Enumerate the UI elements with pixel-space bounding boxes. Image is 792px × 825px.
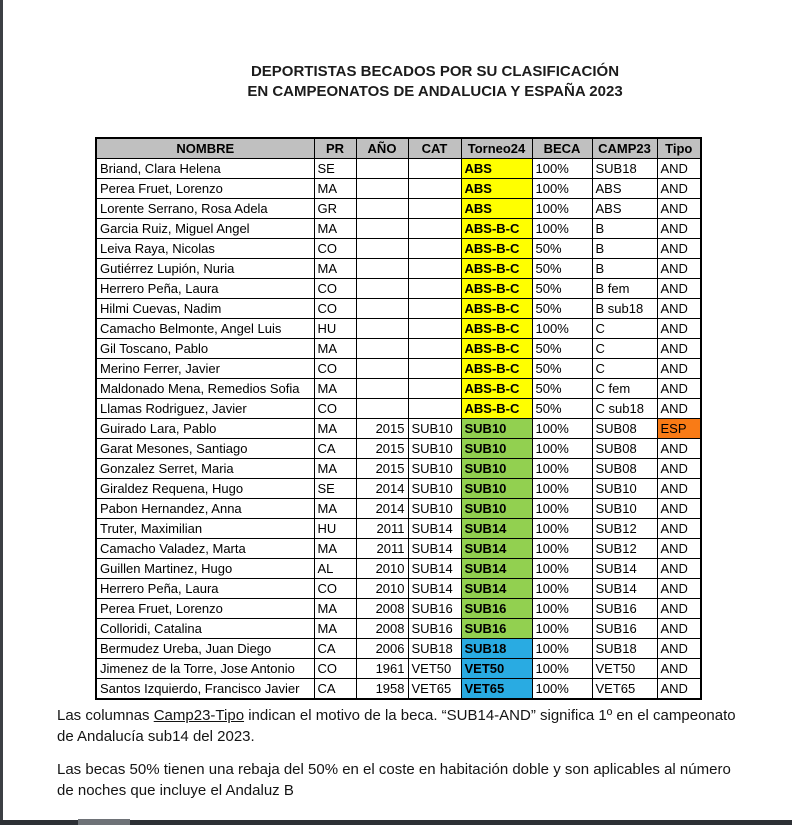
- cell-camp23: SUB16: [592, 619, 657, 639]
- cell-ano: 2008: [356, 599, 408, 619]
- cell-ano: [356, 159, 408, 179]
- cell-tipo: AND: [657, 279, 701, 299]
- cell-beca: 50%: [532, 279, 592, 299]
- cell-camp23: B fem: [592, 279, 657, 299]
- cell-cat: [408, 379, 461, 399]
- table-row: [96, 159, 701, 179]
- cell-nombre: Pabon Hernandez, Anna: [96, 499, 314, 519]
- cell-beca: 100%: [532, 419, 592, 439]
- cell-camp23: VET65: [592, 679, 657, 700]
- cell-torneo24: ABS-B-C: [461, 219, 532, 239]
- cell-nombre: Perea Fruet, Lorenzo: [96, 599, 314, 619]
- cell-ano: 1961: [356, 659, 408, 679]
- cell-pr: CO: [314, 359, 356, 379]
- cell-torneo24: SUB10: [461, 459, 532, 479]
- cell-tipo: AND: [657, 239, 701, 259]
- cell-pr: CA: [314, 639, 356, 659]
- note1-underlined-term: Camp23-Tipo: [153, 707, 245, 724]
- cell-ano: [356, 359, 408, 379]
- cell-beca: 50%: [532, 339, 592, 359]
- cell-pr: MA: [314, 379, 356, 399]
- cell-cat: SUB10: [408, 479, 461, 499]
- cell-nombre: Camacho Valadez, Marta: [96, 539, 314, 559]
- cell-pr: CO: [314, 659, 356, 679]
- cell-camp23: SUB12: [592, 519, 657, 539]
- cell-tipo: AND: [657, 199, 701, 219]
- cell-torneo24: SUB10: [461, 479, 532, 499]
- cell-tipo: AND: [657, 159, 701, 179]
- col-header-nombre: NOMBRE: [96, 138, 314, 159]
- cell-camp23: C: [592, 319, 657, 339]
- cell-beca: 100%: [532, 599, 592, 619]
- cell-pr: GR: [314, 199, 356, 219]
- cell-camp23: B: [592, 239, 657, 259]
- cell-nombre: Jimenez de la Torre, Jose Antonio: [96, 659, 314, 679]
- cell-tipo: AND: [657, 179, 701, 199]
- cell-ano: [356, 379, 408, 399]
- cell-torneo24: ABS-B-C: [461, 319, 532, 339]
- cell-cat: [408, 159, 461, 179]
- cell-pr: CA: [314, 439, 356, 459]
- cell-nombre: Leiva Raya, Nicolas: [96, 239, 314, 259]
- cell-torneo24: SUB16: [461, 599, 532, 619]
- cell-cat: SUB16: [408, 599, 461, 619]
- cell-torneo24: ABS-B-C: [461, 379, 532, 399]
- cell-torneo24: SUB14: [461, 559, 532, 579]
- cell-cat: SUB10: [408, 419, 461, 439]
- cell-beca: 100%: [532, 619, 592, 639]
- cell-beca: 50%: [532, 259, 592, 279]
- note-camp23-tipo: [57, 705, 749, 747]
- cell-camp23: C: [592, 359, 657, 379]
- table-row: [96, 619, 701, 639]
- cell-ano: 2011: [356, 519, 408, 539]
- cell-cat: [408, 259, 461, 279]
- table-row: [96, 419, 701, 439]
- cell-torneo24: SUB14: [461, 579, 532, 599]
- cell-tipo: AND: [657, 539, 701, 559]
- cell-ano: 2015: [356, 459, 408, 479]
- cell-camp23: SUB10: [592, 479, 657, 499]
- table-row: [96, 459, 701, 479]
- table-row: [96, 319, 701, 339]
- cell-beca: 100%: [532, 439, 592, 459]
- cell-beca: 100%: [532, 659, 592, 679]
- table-row: [96, 199, 701, 219]
- cell-beca: 100%: [532, 319, 592, 339]
- cell-cat: SUB14: [408, 579, 461, 599]
- cell-camp23: SUB18: [592, 639, 657, 659]
- cell-nombre: Santos Izquierdo, Francisco Javier: [96, 679, 314, 700]
- cell-cat: SUB10: [408, 499, 461, 519]
- cell-pr: CO: [314, 399, 356, 419]
- cell-nombre: Herrero Peña, Laura: [96, 279, 314, 299]
- cell-tipo: AND: [657, 299, 701, 319]
- cell-pr: MA: [314, 219, 356, 239]
- header-row: [96, 138, 701, 159]
- cell-cat: [408, 339, 461, 359]
- cell-torneo24: SUB18: [461, 639, 532, 659]
- note-becas-50: Las becas 50% tienen una rebaja del 50% en el coste en habitación doble y son aplicables al número de noches que incluye el Andaluz B: [57, 761, 731, 799]
- cell-beca: 50%: [532, 239, 592, 259]
- cell-nombre: Gutiérrez Lupión, Nuria: [96, 259, 314, 279]
- cell-ano: 2015: [356, 439, 408, 459]
- cell-tipo: AND: [657, 379, 701, 399]
- page-title: [115, 62, 755, 102]
- cell-torneo24: SUB10: [461, 499, 532, 519]
- cell-tipo: AND: [657, 319, 701, 339]
- cell-pr: CA: [314, 679, 356, 700]
- cell-camp23: ABS: [592, 179, 657, 199]
- cell-nombre: Perea Fruet, Lorenzo: [96, 179, 314, 199]
- becas-table: [95, 137, 702, 700]
- cell-pr: MA: [314, 259, 356, 279]
- cell-tipo: AND: [657, 219, 701, 239]
- cell-ano: [356, 279, 408, 299]
- cell-cat: SUB14: [408, 519, 461, 539]
- cell-pr: MA: [314, 179, 356, 199]
- cell-tipo: AND: [657, 519, 701, 539]
- table-row: [96, 559, 701, 579]
- cell-torneo24: ABS: [461, 179, 532, 199]
- cell-torneo24: ABS-B-C: [461, 259, 532, 279]
- cell-beca: 50%: [532, 299, 592, 319]
- table-row: [96, 499, 701, 519]
- cell-tipo: AND: [657, 659, 701, 679]
- cell-cat: SUB16: [408, 619, 461, 639]
- cell-cat: SUB10: [408, 439, 461, 459]
- cell-tipo: AND: [657, 339, 701, 359]
- cell-cat: [408, 399, 461, 419]
- col-header-pr: PR: [314, 138, 356, 159]
- cell-beca: 50%: [532, 359, 592, 379]
- cell-camp23: SUB16: [592, 599, 657, 619]
- cell-ano: 2006: [356, 639, 408, 659]
- cell-pr: MA: [314, 459, 356, 479]
- cell-cat: VET65: [408, 679, 461, 700]
- cell-camp23: SUB14: [592, 579, 657, 599]
- cell-tipo: AND: [657, 259, 701, 279]
- cell-pr: SE: [314, 479, 356, 499]
- cell-cat: [408, 359, 461, 379]
- cell-pr: SE: [314, 159, 356, 179]
- cell-tipo: AND: [657, 359, 701, 379]
- cell-nombre: Herrero Peña, Laura: [96, 579, 314, 599]
- cell-ano: [356, 319, 408, 339]
- page-title-line2: EN CAMPEONATOS DE ANDALUCIA Y ESPAÑA 2023: [247, 83, 623, 100]
- cell-beca: 100%: [532, 199, 592, 219]
- col-header-camp23: CAMP23: [592, 138, 657, 159]
- table-row: [96, 259, 701, 279]
- cell-torneo24: VET65: [461, 679, 532, 700]
- cell-nombre: Guillen Martinez, Hugo: [96, 559, 314, 579]
- cell-tipo: AND: [657, 479, 701, 499]
- cell-nombre: Briand, Clara Helena: [96, 159, 314, 179]
- cell-torneo24: VET50: [461, 659, 532, 679]
- cell-tipo: AND: [657, 559, 701, 579]
- cell-camp23: SUB14: [592, 559, 657, 579]
- table-row: [96, 439, 701, 459]
- cell-pr: CO: [314, 279, 356, 299]
- cell-beca: 50%: [532, 379, 592, 399]
- table-row: [96, 299, 701, 319]
- cell-ano: 2014: [356, 499, 408, 519]
- cell-tipo: AND: [657, 679, 701, 700]
- cell-beca: 100%: [532, 179, 592, 199]
- table-row: [96, 679, 701, 700]
- cell-camp23: SUB08: [592, 439, 657, 459]
- cell-torneo24: SUB14: [461, 539, 532, 559]
- cell-ano: 2010: [356, 559, 408, 579]
- cell-camp23: ABS: [592, 199, 657, 219]
- cell-beca: 100%: [532, 499, 592, 519]
- col-header-torneo24: Torneo24: [461, 138, 532, 159]
- cell-nombre: Garcia Ruiz, Miguel Angel: [96, 219, 314, 239]
- cell-nombre: Bermudez Ureba, Juan Diego: [96, 639, 314, 659]
- page-bottom-edge-tab: [78, 819, 130, 825]
- cell-pr: AL: [314, 559, 356, 579]
- table-row: [96, 599, 701, 619]
- cell-cat: VET50: [408, 659, 461, 679]
- cell-cat: [408, 299, 461, 319]
- cell-pr: CO: [314, 299, 356, 319]
- cell-ano: [356, 299, 408, 319]
- cell-beca: 100%: [532, 479, 592, 499]
- page-title-line1: DEPORTISTAS BECADOS POR SU CLASIFICACIÓN: [250, 63, 620, 80]
- cell-ano: [356, 399, 408, 419]
- cell-camp23: C fem: [592, 379, 657, 399]
- col-header-cat: CAT: [408, 138, 461, 159]
- cell-cat: SUB18: [408, 639, 461, 659]
- table-body: [96, 159, 701, 700]
- cell-camp23: SUB18: [592, 159, 657, 179]
- cell-tipo: AND: [657, 439, 701, 459]
- cell-camp23: SUB08: [592, 459, 657, 479]
- cell-torneo24: ABS: [461, 159, 532, 179]
- cell-nombre: Gil Toscano, Pablo: [96, 339, 314, 359]
- cell-tipo: AND: [657, 599, 701, 619]
- cell-tipo: AND: [657, 579, 701, 599]
- cell-tipo: ESP: [657, 419, 701, 439]
- cell-beca: 100%: [532, 559, 592, 579]
- cell-cat: [408, 239, 461, 259]
- cell-ano: 2015: [356, 419, 408, 439]
- cell-torneo24: ABS-B-C: [461, 279, 532, 299]
- cell-pr: MA: [314, 499, 356, 519]
- cell-ano: [356, 239, 408, 259]
- cell-camp23: SUB08: [592, 419, 657, 439]
- cell-cat: [408, 199, 461, 219]
- table-row: [96, 539, 701, 559]
- cell-ano: [356, 199, 408, 219]
- cell-beca: 100%: [532, 519, 592, 539]
- cell-cat: SUB14: [408, 559, 461, 579]
- cell-camp23: B: [592, 219, 657, 239]
- cell-pr: MA: [314, 339, 356, 359]
- cell-beca: 100%: [532, 159, 592, 179]
- cell-torneo24: ABS-B-C: [461, 399, 532, 419]
- cell-ano: [356, 219, 408, 239]
- cell-tipo: AND: [657, 459, 701, 479]
- cell-pr: MA: [314, 619, 356, 639]
- cell-pr: MA: [314, 599, 356, 619]
- cell-camp23: B sub18: [592, 299, 657, 319]
- page-left-edge: [0, 0, 3, 821]
- table-row: [96, 239, 701, 259]
- table-row: [96, 379, 701, 399]
- table-header-row: [96, 138, 701, 159]
- cell-nombre: Lorente Serrano, Rosa Adela: [96, 199, 314, 219]
- cell-tipo: AND: [657, 639, 701, 659]
- table-row: [96, 179, 701, 199]
- cell-beca: 100%: [532, 639, 592, 659]
- cell-torneo24: SUB10: [461, 439, 532, 459]
- table-row: [96, 659, 701, 679]
- cell-ano: [356, 339, 408, 359]
- cell-ano: 1958: [356, 679, 408, 700]
- cell-nombre: Maldonado Mena, Remedios Sofia: [96, 379, 314, 399]
- cell-beca: 100%: [532, 579, 592, 599]
- cell-pr: HU: [314, 319, 356, 339]
- cell-camp23: VET50: [592, 659, 657, 679]
- cell-nombre: Hilmi Cuevas, Nadim: [96, 299, 314, 319]
- note1-suffix: indican el motivo de la beca. “SUB14-AND” significa 1º en el campeonato de Andalucía sub14 del 2023.: [57, 707, 736, 745]
- cell-ano: 2011: [356, 539, 408, 559]
- table-row: [96, 579, 701, 599]
- table-row: [96, 279, 701, 299]
- cell-beca: 100%: [532, 459, 592, 479]
- cell-torneo24: ABS: [461, 199, 532, 219]
- cell-cat: [408, 219, 461, 239]
- cell-ano: 2014: [356, 479, 408, 499]
- table-row: [96, 339, 701, 359]
- cell-ano: 2008: [356, 619, 408, 639]
- cell-tipo: AND: [657, 499, 701, 519]
- table-row: [96, 519, 701, 539]
- cell-nombre: Camacho Belmonte, Angel Luis: [96, 319, 314, 339]
- cell-cat: SUB10: [408, 459, 461, 479]
- cell-torneo24: ABS-B-C: [461, 299, 532, 319]
- cell-camp23: B: [592, 259, 657, 279]
- cell-pr: MA: [314, 539, 356, 559]
- table-row: [96, 219, 701, 239]
- cell-cat: [408, 319, 461, 339]
- table-row: [96, 399, 701, 419]
- col-header-ano: AÑO: [356, 138, 408, 159]
- cell-nombre: Merino Ferrer, Javier: [96, 359, 314, 379]
- cell-cat: [408, 179, 461, 199]
- table-row: [96, 359, 701, 379]
- cell-pr: HU: [314, 519, 356, 539]
- cell-cat: [408, 279, 461, 299]
- cell-camp23: SUB10: [592, 499, 657, 519]
- cell-nombre: Garat Mesones, Santiago: [96, 439, 314, 459]
- cell-beca: 100%: [532, 679, 592, 700]
- cell-ano: [356, 259, 408, 279]
- cell-camp23: C sub18: [592, 399, 657, 419]
- cell-nombre: Guirado Lara, Pablo: [96, 419, 314, 439]
- cell-pr: MA: [314, 419, 356, 439]
- table-row: [96, 479, 701, 499]
- cell-ano: [356, 179, 408, 199]
- cell-beca: 100%: [532, 219, 592, 239]
- col-header-beca: BECA: [532, 138, 592, 159]
- cell-camp23: SUB12: [592, 539, 657, 559]
- cell-tipo: AND: [657, 619, 701, 639]
- cell-pr: CO: [314, 579, 356, 599]
- cell-nombre: Llamas Rodriguez, Javier: [96, 399, 314, 419]
- cell-torneo24: ABS-B-C: [461, 339, 532, 359]
- cell-cat: SUB14: [408, 539, 461, 559]
- cell-nombre: Colloridi, Catalina: [96, 619, 314, 639]
- cell-beca: 50%: [532, 399, 592, 419]
- cell-torneo24: ABS-B-C: [461, 359, 532, 379]
- cell-ano: 2010: [356, 579, 408, 599]
- cell-nombre: Truter, Maximilian: [96, 519, 314, 539]
- col-header-tipo: Tipo: [657, 138, 701, 159]
- cell-camp23: C: [592, 339, 657, 359]
- cell-torneo24: ABS-B-C: [461, 239, 532, 259]
- cell-beca: 100%: [532, 539, 592, 559]
- cell-pr: CO: [314, 239, 356, 259]
- cell-nombre: Giraldez Requena, Hugo: [96, 479, 314, 499]
- table-row: [96, 639, 701, 659]
- cell-torneo24: SUB16: [461, 619, 532, 639]
- note1-prefix: Las columnas: [57, 707, 154, 724]
- cell-torneo24: SUB14: [461, 519, 532, 539]
- cell-tipo: AND: [657, 399, 701, 419]
- cell-torneo24: SUB10: [461, 419, 532, 439]
- cell-nombre: Gonzalez Serret, Maria: [96, 459, 314, 479]
